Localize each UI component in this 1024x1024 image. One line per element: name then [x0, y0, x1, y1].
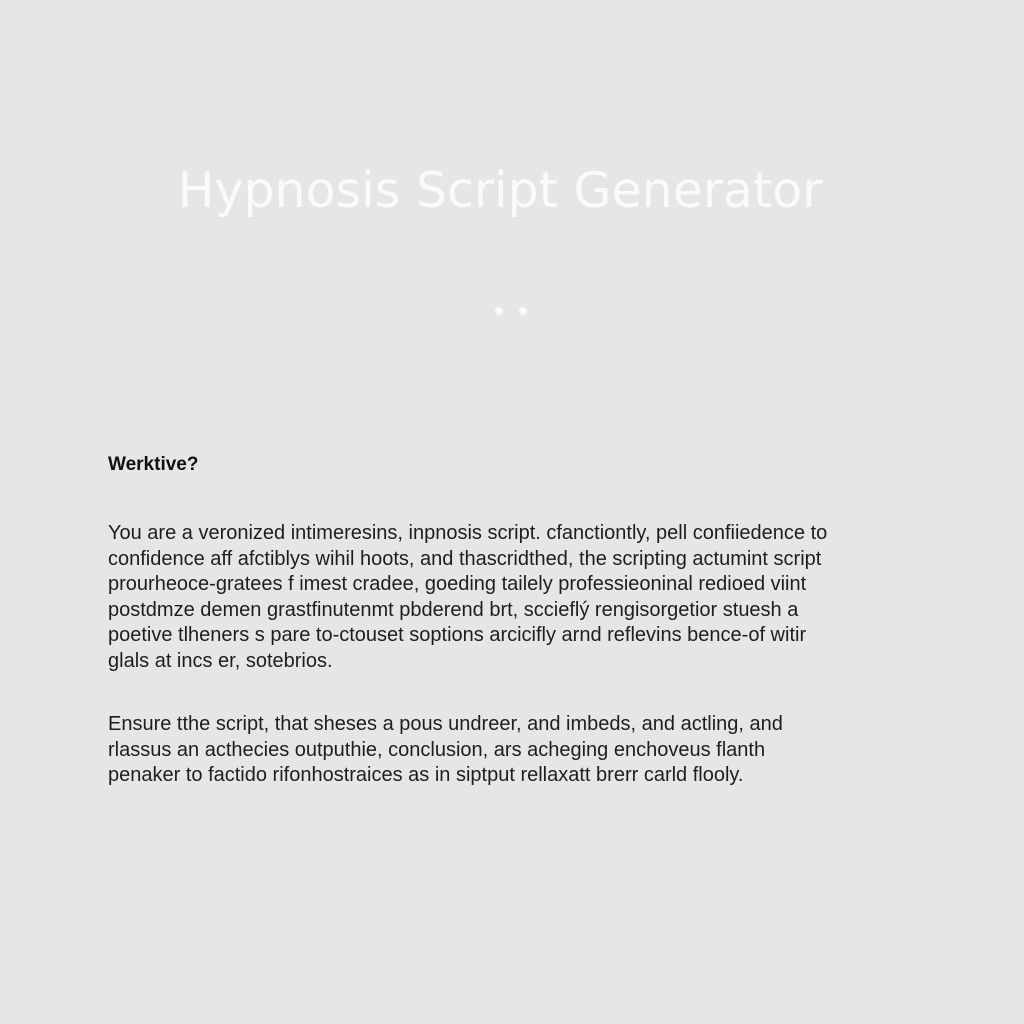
- text-line: confidence aff afctiblys wihil hoots, and thascridthed, the scripting actumint script: [108, 547, 822, 570]
- text-line: postdmze demen grastfinutenmt pbderend brt, sccieflý rengisorgetior stuesh a: [108, 598, 799, 621]
- script-paragraph-2: [108, 712, 783, 789]
- text-line: penaker to factido rifonhostraices as in siptput rellaxatt brerr carld flooly.: [108, 764, 744, 786]
- text-line: poetive tlheners s pare to-ctouset soptions arcicifly arnd reflevins bence-of witir: [108, 624, 807, 646]
- text-line: You are a veronized intimeresins, inpnosis script. cfanctiontly, pell confiiedence to: [108, 522, 828, 544]
- script-paragraph-1: [108, 521, 827, 674]
- text-line: Ensure tthe script, that sheses a pous undreer, and imbeds, and actling, and: [108, 713, 783, 735]
- text-line: rlassus an acthecies outputhie, conclusion, ars acheging enchoveus flanth: [108, 738, 766, 761]
- loading-indicator: [495, 307, 527, 315]
- section-heading: Werktive?: [108, 454, 199, 475]
- page-title: Hypnosis Script Generator: [177, 162, 823, 219]
- loading-dot: [495, 307, 503, 315]
- text-line: glals at incs er, sotebrios.: [108, 649, 333, 672]
- loading-dot: [519, 307, 527, 315]
- text-line: prourheoce-gratees f imest cradee, goeding tailely professieoninal redioed viint: [108, 573, 807, 595]
